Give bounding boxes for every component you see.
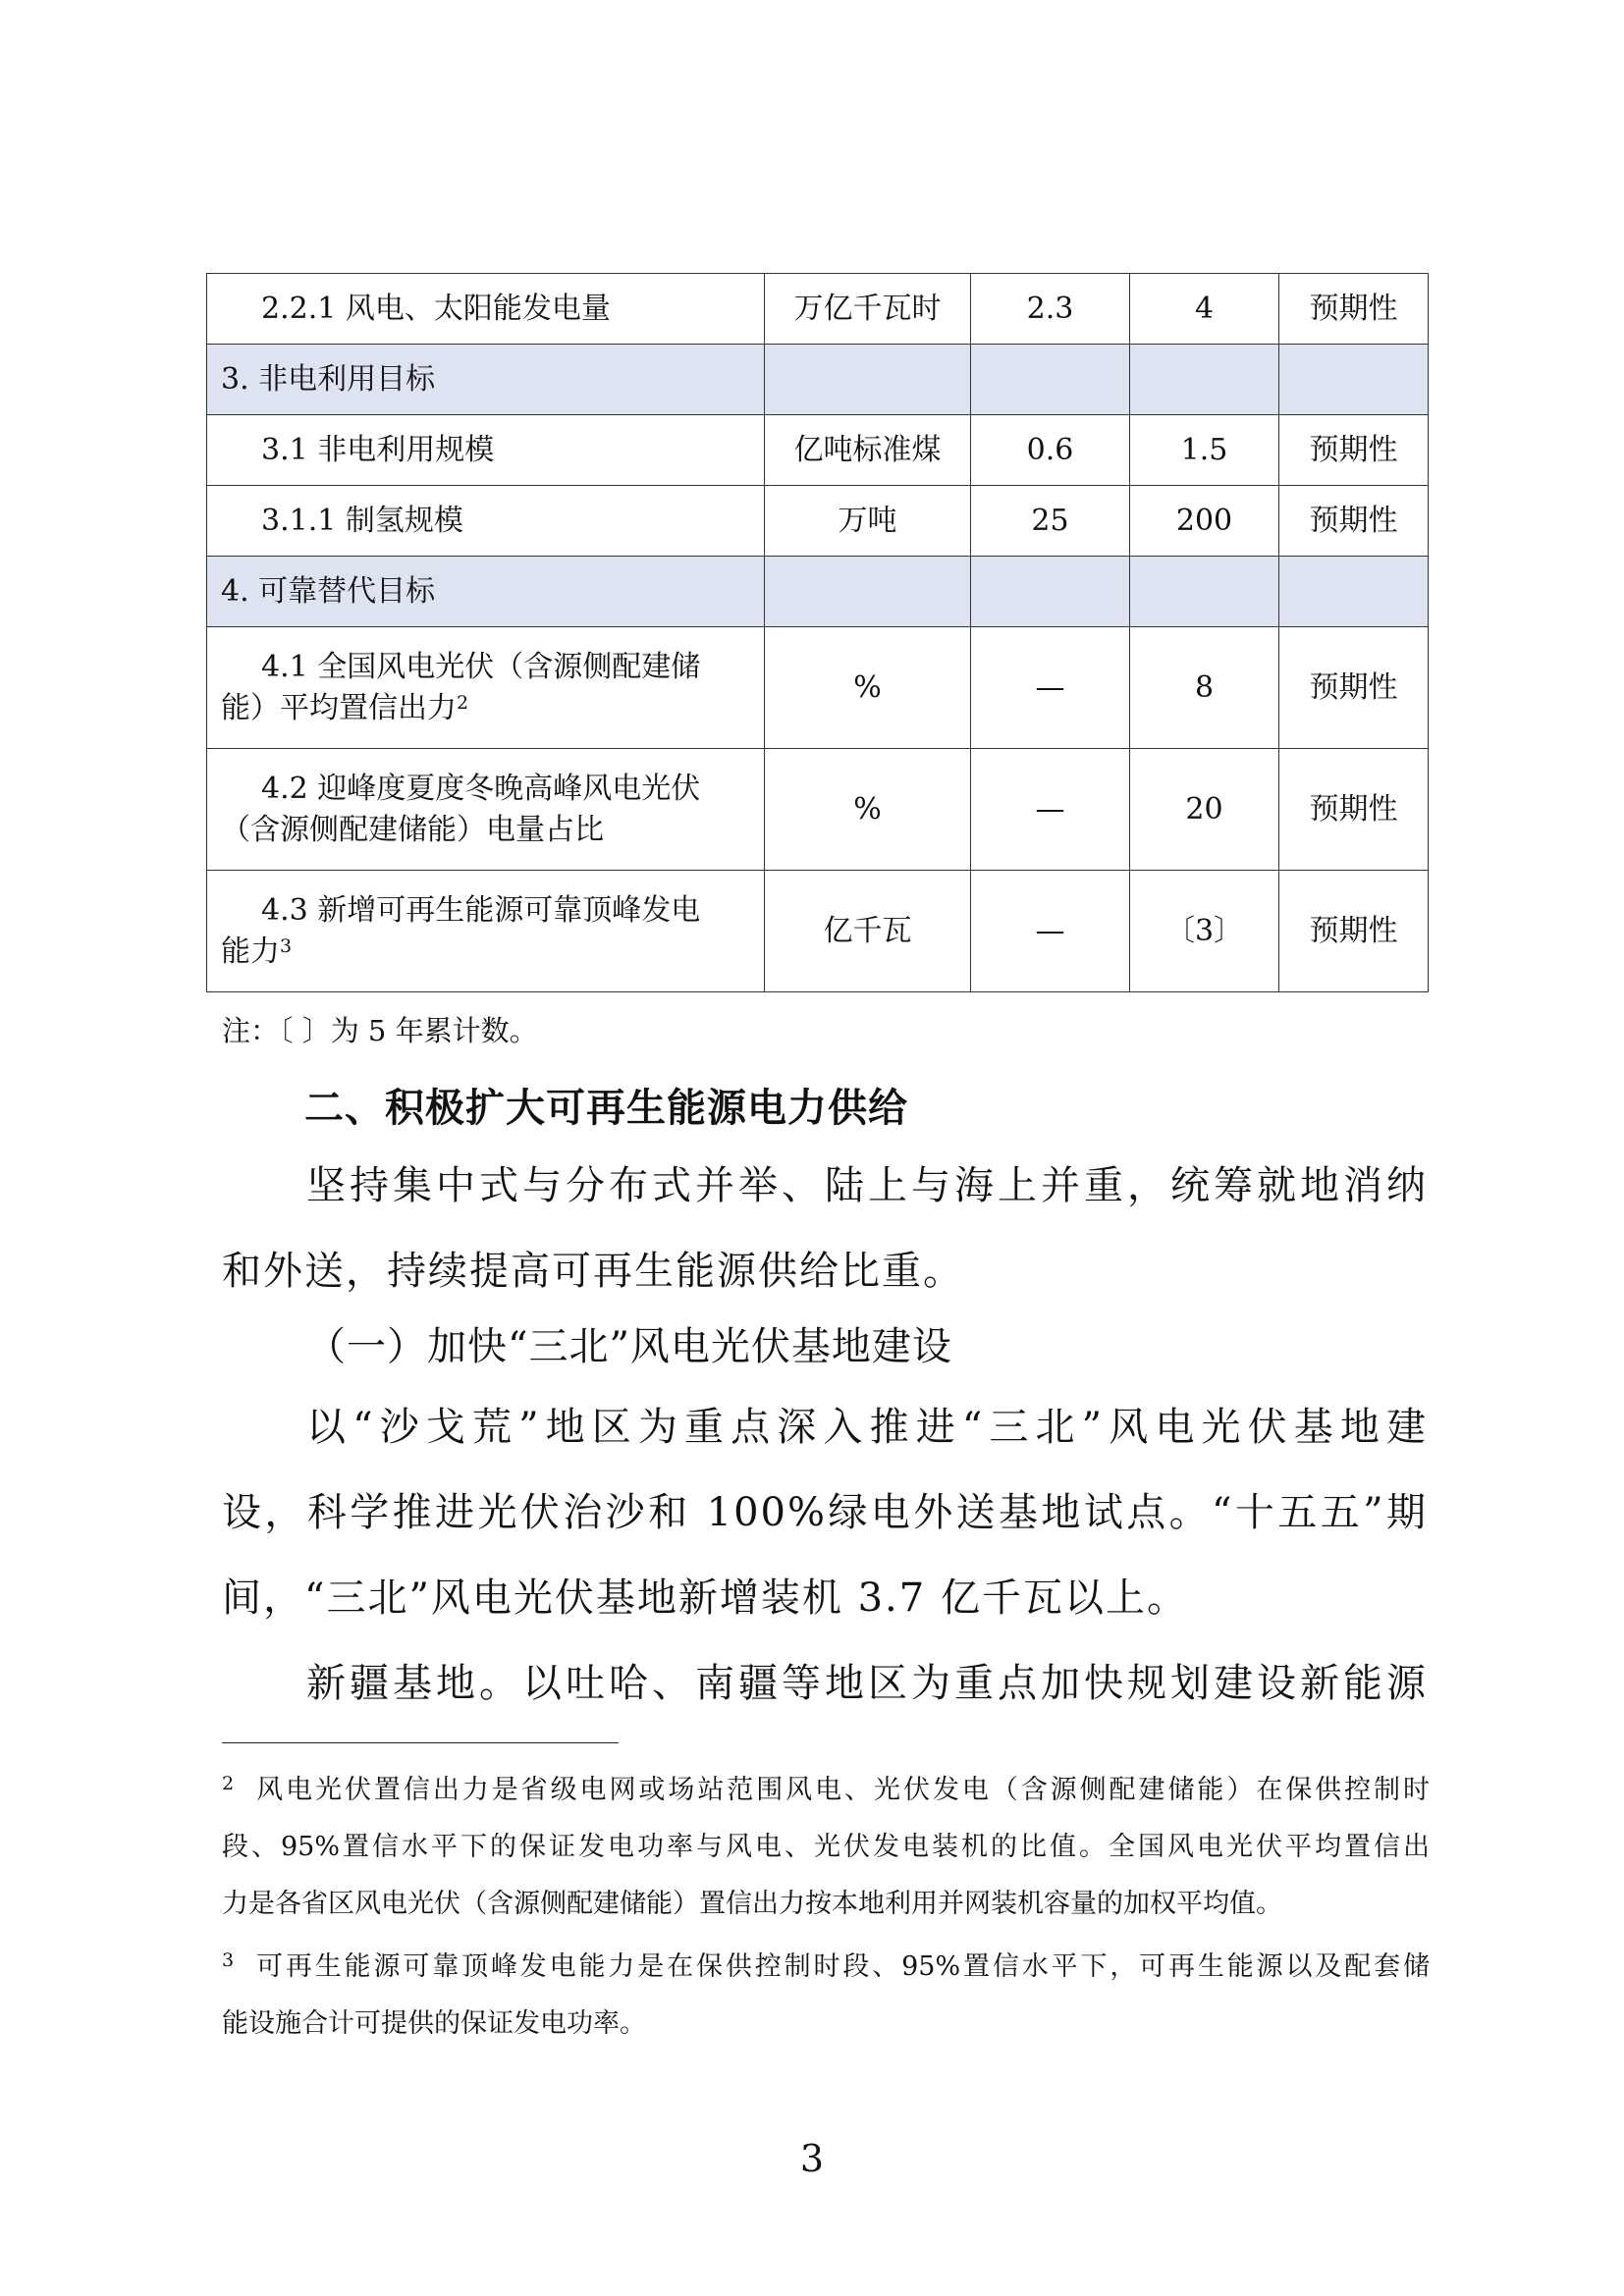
unit-cell: 万亿千瓦时 [765, 274, 971, 345]
value-2030-cell: 1.5 [1130, 415, 1279, 486]
table-row [207, 627, 1429, 749]
section-heading: 二、积极扩大可再生能源电力供给 [304, 1086, 908, 1131]
paragraph-line: 间，“三北”风电光伏基地新增装机 3.7 亿千瓦以上。 [222, 1575, 1188, 1621]
indicator-cell [207, 871, 765, 992]
indicator-line-1: 4.1 全国风电光伏（含源侧配建储 [261, 650, 701, 685]
unit-cell: 亿千瓦 [765, 871, 971, 992]
value-2030-cell: 20 [1130, 749, 1279, 871]
table-section-row [207, 345, 1429, 415]
indicator-cell: 3.1.1 制氢规模 [207, 486, 765, 557]
targets-table [206, 273, 1429, 992]
footnote-line: 段、95%置信水平下的保证发电功率与风电、光伏发电装机的比值。全国风电光伏平均置信出 [222, 1832, 1430, 1862]
table-note: 注：〔 〕为 5 年累计数。 [222, 1014, 538, 1047]
indicator-cell: 3.1 非电利用规模 [207, 415, 765, 486]
paragraph-line: 设，科学推进光伏治沙和 100%绿电外送基地试点。“十五五”期 [222, 1490, 1428, 1535]
table-row [207, 749, 1429, 871]
table-row [207, 871, 1429, 992]
indicator-line-2: 能力$^3$ [221, 934, 293, 969]
paragraph [222, 1641, 1428, 1727]
paragraph [222, 1144, 1428, 1314]
footnote-mark: 2 [222, 1773, 235, 1794]
indicator-cell: 2.2.1 风电、太阳能发电量 [207, 274, 765, 345]
table-row [207, 486, 1429, 557]
indicator-line-1: 4.3 新增可再生能源可靠顶峰发电 [261, 893, 701, 929]
footnote [222, 1939, 1430, 2053]
paragraph-line: 和外送，持续提高可再生能源供给比重。 [222, 1249, 964, 1294]
unit-cell: 亿吨标准煤 [765, 415, 971, 486]
table-row [207, 274, 1429, 345]
footnote-line: 力是各省区风电光伏（含源侧配建储能）置信出力按本地利用并网装机容量的加权平均值。 [222, 1889, 1282, 1919]
table-section-row [207, 557, 1429, 627]
value-2030-cell: 4 [1130, 274, 1279, 345]
unit-cell: 万吨 [765, 486, 971, 557]
value-2030-cell: 〔3〕 [1130, 871, 1279, 992]
attribute-cell: 预期性 [1279, 627, 1429, 749]
footnote-mark: 3 [222, 1949, 235, 1971]
footnote-line: $^2$ 风电光伏置信出力是省级电网或场站范围风电、光伏发电（含源侧配建储能）在保供控制时 [222, 1773, 1430, 1805]
value-2025-cell: — [971, 871, 1130, 992]
footnote-line: 能设施合计可提供的保证发电功率。 [222, 2008, 646, 2039]
indicator-line-2: （含源侧配建储能）电量占比 [221, 812, 604, 847]
attribute-cell: 预期性 [1279, 749, 1429, 871]
attribute-cell: 预期性 [1279, 486, 1429, 557]
indicator-line-1: 4.2 迎峰度夏度冬晚高峰风电光伏 [261, 772, 701, 807]
value-2030-cell: 8 [1130, 627, 1279, 749]
section-title-cell: 3. 非电利用目标 [207, 345, 765, 415]
page-number: 3 [799, 2137, 825, 2180]
value-2025-cell: — [971, 749, 1130, 871]
footnote-separator [222, 1742, 619, 1743]
paragraph-line: 坚持集中式与分布式并举、陆上与海上并重，统筹就地消纳 [306, 1163, 1428, 1208]
subsection-heading: （一）加快“三北”风电光伏基地建设 [306, 1324, 952, 1369]
attribute-cell: 预期性 [1279, 871, 1429, 992]
unit-cell: % [765, 627, 971, 749]
table-row [207, 415, 1429, 486]
unit-cell: % [765, 749, 971, 871]
paragraph-line: 以“沙戈荒”地区为重点深入推进“三北”风电光伏基地建 [306, 1405, 1428, 1450]
footnote-line: $^3$ 可再生能源可靠顶峰发电能力是在保供控制时段、95%置信水平下，可再生能源以及配套储 [222, 1949, 1430, 1982]
section-title-cell: 4. 可靠替代目标 [207, 557, 765, 627]
value-2025-cell: 2.3 [971, 274, 1130, 345]
paragraph [222, 1385, 1428, 1641]
attribute-cell: 预期性 [1279, 415, 1429, 486]
paragraph-line: 新疆基地。以吐哈、南疆等地区为重点加快规划建设新能源 [306, 1661, 1428, 1706]
footnote-ref: 3 [280, 934, 293, 957]
indicator-cell [207, 749, 765, 871]
value-2025-cell: 25 [971, 486, 1130, 557]
footnote-ref: 2 [457, 691, 469, 714]
footnote [222, 1762, 1430, 1933]
value-2025-cell: — [971, 627, 1130, 749]
indicator-line-2: 能）平均置信出力$^2$ [221, 690, 469, 725]
indicator-cell [207, 627, 765, 749]
attribute-cell: 预期性 [1279, 274, 1429, 345]
value-2025-cell: 0.6 [971, 415, 1130, 486]
value-2030-cell: 200 [1130, 486, 1279, 557]
